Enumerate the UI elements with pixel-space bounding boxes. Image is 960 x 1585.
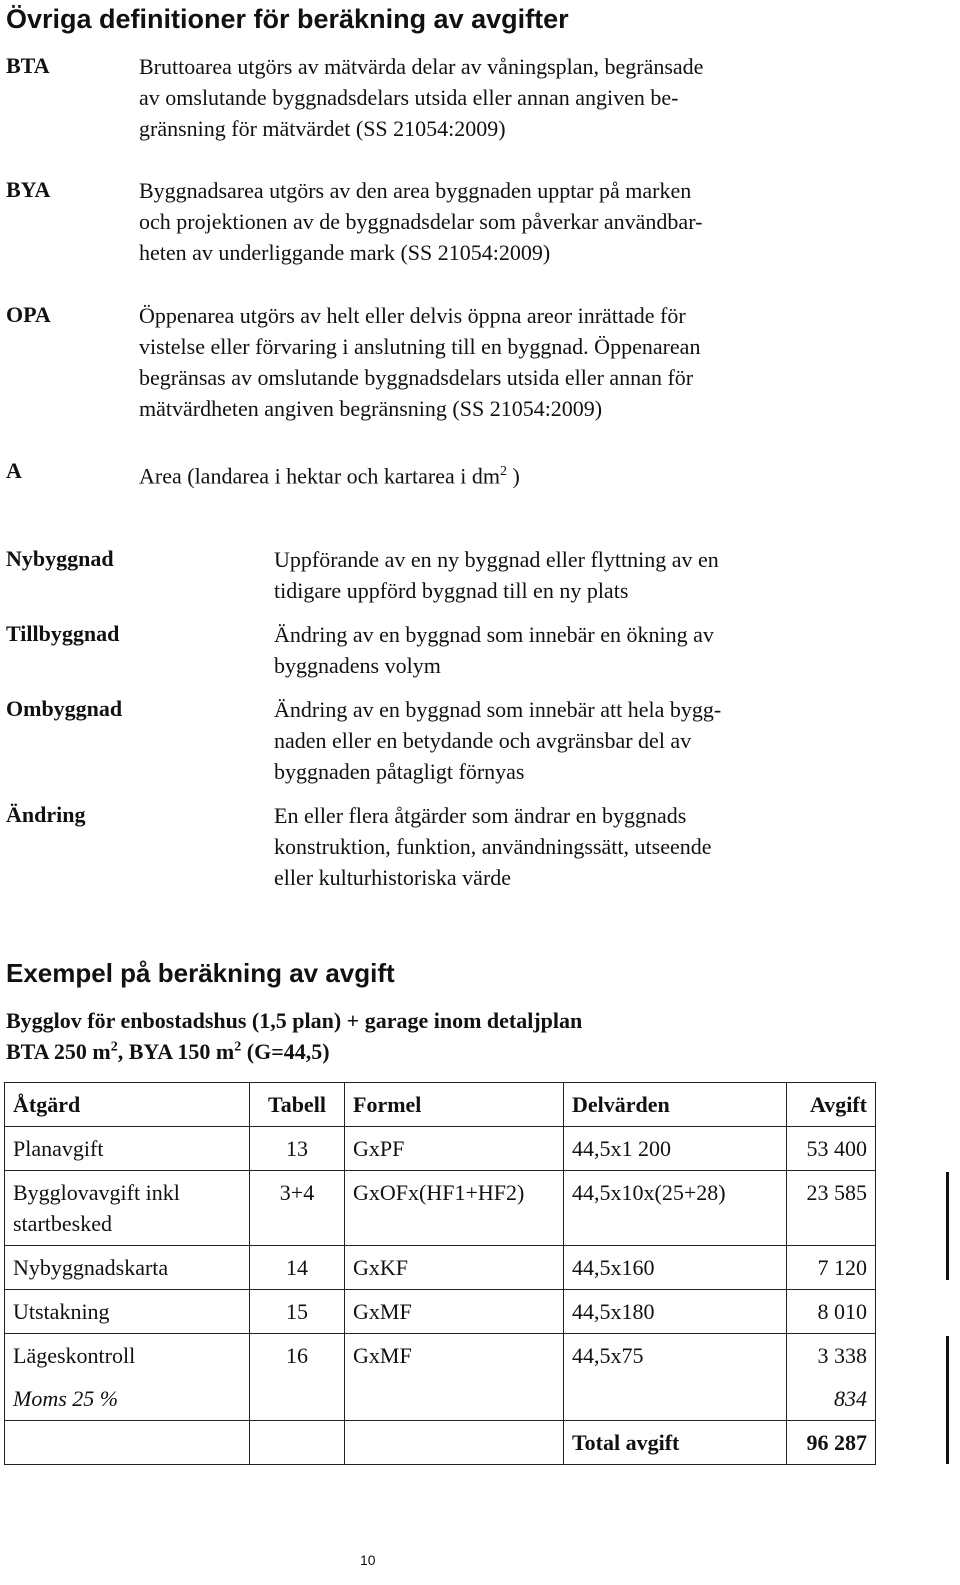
table-cell: 16 bbox=[250, 1334, 345, 1421]
total-label: Total avgift bbox=[564, 1421, 787, 1465]
table-cell: 7 120 bbox=[787, 1246, 876, 1290]
definition-line: begränsas av omslutande byggnadsdelars utsida eller annan för bbox=[139, 365, 694, 390]
table-row bbox=[5, 1171, 876, 1246]
definition-ombyggnad bbox=[274, 694, 721, 787]
fee-calculation-table bbox=[4, 1082, 876, 1465]
header-cell: Avgift bbox=[787, 1083, 876, 1127]
table-cell: 44,5x75 bbox=[564, 1334, 787, 1421]
subtitle-g: (G=44,5) bbox=[241, 1039, 330, 1064]
definition-line: vistelse eller förvaring i anslutning till en byggnad. Öppenarean bbox=[139, 334, 701, 359]
definition-line: Öppenarea utgörs av helt eller delvis öppna areor inrättade för bbox=[139, 303, 686, 328]
table-cell: 53 400 bbox=[787, 1127, 876, 1171]
table-row bbox=[5, 1334, 876, 1421]
table-cell: Bygglovavgift inkl startbesked bbox=[5, 1171, 250, 1246]
subtitle-bya: , BYA 150 m bbox=[117, 1039, 235, 1064]
definition-a bbox=[139, 456, 520, 491]
table-header-row bbox=[5, 1083, 876, 1127]
table-cell: 8 010 bbox=[787, 1290, 876, 1334]
moms-label: Moms 25 % bbox=[13, 1386, 119, 1411]
table-cell: Planavgift bbox=[5, 1127, 250, 1171]
subtitle-bta: BTA 250 m bbox=[6, 1039, 111, 1064]
table-cell: 44,5x1 200 bbox=[564, 1127, 787, 1171]
header-cell: Åtgärd bbox=[5, 1083, 250, 1127]
definition-opa bbox=[139, 300, 700, 424]
header-cell: Tabell bbox=[250, 1083, 345, 1127]
definition-line: naden eller en betydande och avgränsbar del av bbox=[274, 728, 692, 753]
definition-line: byggnaden påtagligt förnyas bbox=[274, 759, 525, 784]
table-cell: 3+4 bbox=[250, 1171, 345, 1246]
table-cell bbox=[345, 1421, 564, 1465]
definition-line: gränsning för mätvärdet (SS 21054:2009) bbox=[139, 116, 506, 141]
table-row bbox=[5, 1127, 876, 1171]
area-text: Area (landarea i hektar och kartarea i dm bbox=[139, 463, 500, 489]
table-cell-text: 3 338 bbox=[817, 1343, 867, 1368]
example-subtitle-areas bbox=[6, 1039, 330, 1065]
table-row bbox=[5, 1290, 876, 1334]
section-title-definitions: Övriga definitioner för beräkning av avgifter bbox=[6, 4, 569, 34]
table-cell bbox=[5, 1421, 250, 1465]
header-cell: Formel bbox=[345, 1083, 564, 1127]
term-opa: OPA bbox=[6, 302, 51, 327]
definition-line: Uppförande av en ny byggnad eller flyttning av en bbox=[274, 547, 719, 572]
header-cell: Delvärden bbox=[564, 1083, 787, 1127]
table-cell: 44,5x10x(25+28) bbox=[564, 1171, 787, 1246]
table-cell bbox=[787, 1334, 876, 1421]
subtitle-superscript: 2 bbox=[234, 1039, 242, 1055]
area-close: ) bbox=[506, 463, 520, 489]
term-a: A bbox=[6, 458, 22, 483]
definition-line: och projektionen av de byggnadsdelar som påverkar användbar- bbox=[139, 209, 703, 234]
definition-bta bbox=[139, 51, 703, 144]
table-cell: GxMF bbox=[345, 1290, 564, 1334]
table-cell: GxPF bbox=[345, 1127, 564, 1171]
term-ombyggnad: Ombyggnad bbox=[6, 696, 123, 721]
term-bta: BTA bbox=[6, 53, 50, 78]
definition-line: eller kulturhistoriska värde bbox=[274, 865, 512, 890]
moms-value: 834 bbox=[834, 1386, 867, 1411]
table-cell: GxOFx(HF1+HF2) bbox=[345, 1171, 564, 1246]
total-value: 96 287 bbox=[787, 1421, 876, 1465]
table-cell: 44,5x180 bbox=[564, 1290, 787, 1334]
table-cell-text: Lägeskontroll bbox=[13, 1343, 136, 1368]
definition-line: En eller flera åtgärder som ändrar en byggnads bbox=[274, 803, 687, 828]
table-total-row bbox=[5, 1421, 876, 1465]
definition-line: Ändring av en byggnad som innebär en ökning av bbox=[274, 622, 714, 647]
table-cell: 15 bbox=[250, 1290, 345, 1334]
table-cell: GxKF bbox=[345, 1246, 564, 1290]
table-cell: GxMF bbox=[345, 1334, 564, 1421]
definition-line: Ändring av en byggnad som innebär att hela bygg- bbox=[274, 697, 722, 722]
table-cell: Nybyggnadskarta bbox=[5, 1246, 250, 1290]
term-tillbyggnad: Tillbyggnad bbox=[6, 621, 120, 646]
table-cell: 23 585 bbox=[787, 1171, 876, 1246]
change-bar bbox=[946, 1172, 949, 1280]
definition-bya bbox=[139, 175, 702, 268]
term-andring: Ändring bbox=[6, 802, 86, 827]
term-bya: BYA bbox=[6, 177, 51, 202]
table-cell: 13 bbox=[250, 1127, 345, 1171]
section-title-example: Exempel på beräkning av avgift bbox=[6, 958, 395, 988]
definition-line: mätvärdheten angiven begränsning (SS 21054:2009) bbox=[139, 396, 603, 421]
area-superscript: 2 bbox=[499, 464, 507, 479]
definition-line: av omslutande byggnadsdelars utsida eller annan angiven be- bbox=[139, 85, 679, 110]
definition-nybyggnad bbox=[274, 544, 719, 606]
page-number: 10 bbox=[360, 1552, 376, 1568]
table-cell: 14 bbox=[250, 1246, 345, 1290]
table-row bbox=[5, 1246, 876, 1290]
definition-line: Byggnadsarea utgörs av den area byggnaden upptar på marken bbox=[139, 178, 692, 203]
definition-line: tidigare uppförd byggnad till en ny plats bbox=[274, 578, 629, 603]
definition-line: konstruktion, funktion, användningssätt, utseende bbox=[274, 834, 712, 859]
definition-line: Bruttoarea utgörs av mätvärda delar av våningsplan, begränsade bbox=[139, 54, 704, 79]
table-cell: Utstakning bbox=[5, 1290, 250, 1334]
subtitle-superscript: 2 bbox=[110, 1039, 118, 1055]
definition-line: byggnadens volym bbox=[274, 653, 441, 678]
term-nybyggnad: Nybyggnad bbox=[6, 546, 114, 571]
table-cell bbox=[250, 1421, 345, 1465]
table-cell: 44,5x160 bbox=[564, 1246, 787, 1290]
table-cell bbox=[5, 1334, 250, 1421]
change-bar bbox=[946, 1336, 949, 1464]
example-subtitle-building: Bygglov för enbostadshus (1,5 plan) + garage inom detaljplan bbox=[6, 1008, 583, 1033]
definition-tillbyggnad bbox=[274, 619, 714, 681]
definition-andring bbox=[274, 800, 712, 893]
definition-line: heten av underliggande mark (SS 21054:2009) bbox=[139, 240, 551, 265]
